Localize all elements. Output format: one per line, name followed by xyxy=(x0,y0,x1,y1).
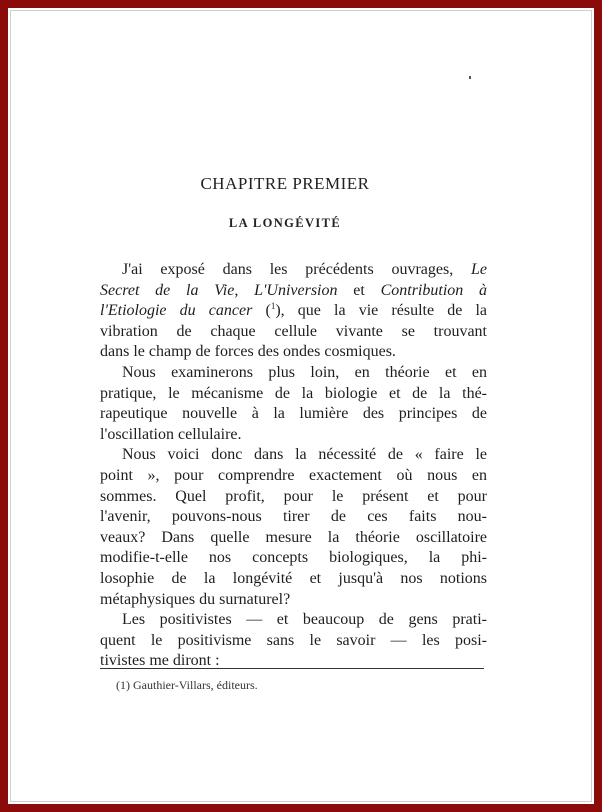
text-line xyxy=(100,363,487,384)
text-run: métaphysiques du surnaturel? xyxy=(100,590,291,608)
text-run: et xyxy=(337,281,381,299)
italic-text: Contribution à xyxy=(380,281,488,299)
text-line xyxy=(100,342,487,363)
paragraph xyxy=(100,445,487,610)
text-run: l'avenir, pouvons-nous tirer de ces faits nou- xyxy=(100,508,487,526)
text-run: rapeutique nouvelle à la lumière des principes de xyxy=(100,405,487,423)
text-run: ), que la vie résulte de la xyxy=(275,302,488,320)
print-speck xyxy=(469,76,471,79)
chapter-title: CHAPITRE PREMIER xyxy=(200,174,370,193)
paragraph xyxy=(100,363,487,445)
text-run: l'oscillation cellulaire. xyxy=(100,425,242,443)
italic-text: Secret de la Vie, L'Universion xyxy=(100,281,338,299)
text-line xyxy=(100,548,487,569)
text-run: quent le positivisme sans le savoir — les posi- xyxy=(100,631,487,649)
paragraph xyxy=(100,260,487,363)
page-frame xyxy=(8,8,594,804)
text-run: pratique, le mécanisme de la biologie et de la thé- xyxy=(100,384,487,402)
paragraph xyxy=(100,610,487,672)
text-run: veaux? Dans quelle mesure la théorie oscillatoire xyxy=(100,528,487,546)
text-run: dans le champ de forces des ondes cosmiques. xyxy=(100,343,396,361)
text-line xyxy=(100,301,487,322)
text-line xyxy=(100,590,487,611)
text-line xyxy=(100,569,487,590)
italic-text: l'Etiologie du cancer xyxy=(100,302,253,320)
text-run: tivistes me diront : xyxy=(100,652,220,670)
text-line xyxy=(100,281,487,302)
footnote-rule xyxy=(100,668,484,669)
text-run: Nous examinerons plus loin, en théorie et en xyxy=(122,363,487,381)
text-line xyxy=(100,445,487,466)
text-run: ( xyxy=(252,302,271,320)
footnote: (1) Gauthier-Villars, éditeurs. xyxy=(116,678,258,692)
section-title: LA LONGÉVITÉ xyxy=(228,216,342,230)
text-run: losophie de la longévité et jusqu'à nos notions xyxy=(100,569,487,587)
body-text xyxy=(100,260,487,672)
book-page xyxy=(8,8,594,804)
text-line xyxy=(100,322,487,343)
text-line xyxy=(100,425,487,446)
text-line xyxy=(100,384,487,405)
text-run: sommes. Quel profit, pour le présent et pour xyxy=(100,487,487,505)
text-line xyxy=(100,466,487,487)
text-line xyxy=(100,610,487,631)
text-run: Les positivistes — et beaucoup de gens prati- xyxy=(122,611,487,629)
text-line xyxy=(100,528,487,549)
text-line xyxy=(100,487,487,508)
text-line xyxy=(100,404,487,425)
text-line xyxy=(100,260,487,281)
text-run: point », pour comprendre exactement où nous en xyxy=(100,466,487,484)
text-run: modifie-t-elle nos concepts biologiques, la phi- xyxy=(100,549,487,567)
text-run: vibration de chaque cellule vivante se trouvant xyxy=(100,322,487,340)
italic-text: Le xyxy=(471,261,487,278)
text-run: J'ai exposé dans les précédents ouvrages, xyxy=(122,261,471,278)
footnote-ref: 1 xyxy=(270,301,276,312)
text-line xyxy=(100,507,487,528)
text-run: Nous voici donc dans la nécessité de « faire le xyxy=(122,446,487,464)
text-line xyxy=(100,631,487,652)
